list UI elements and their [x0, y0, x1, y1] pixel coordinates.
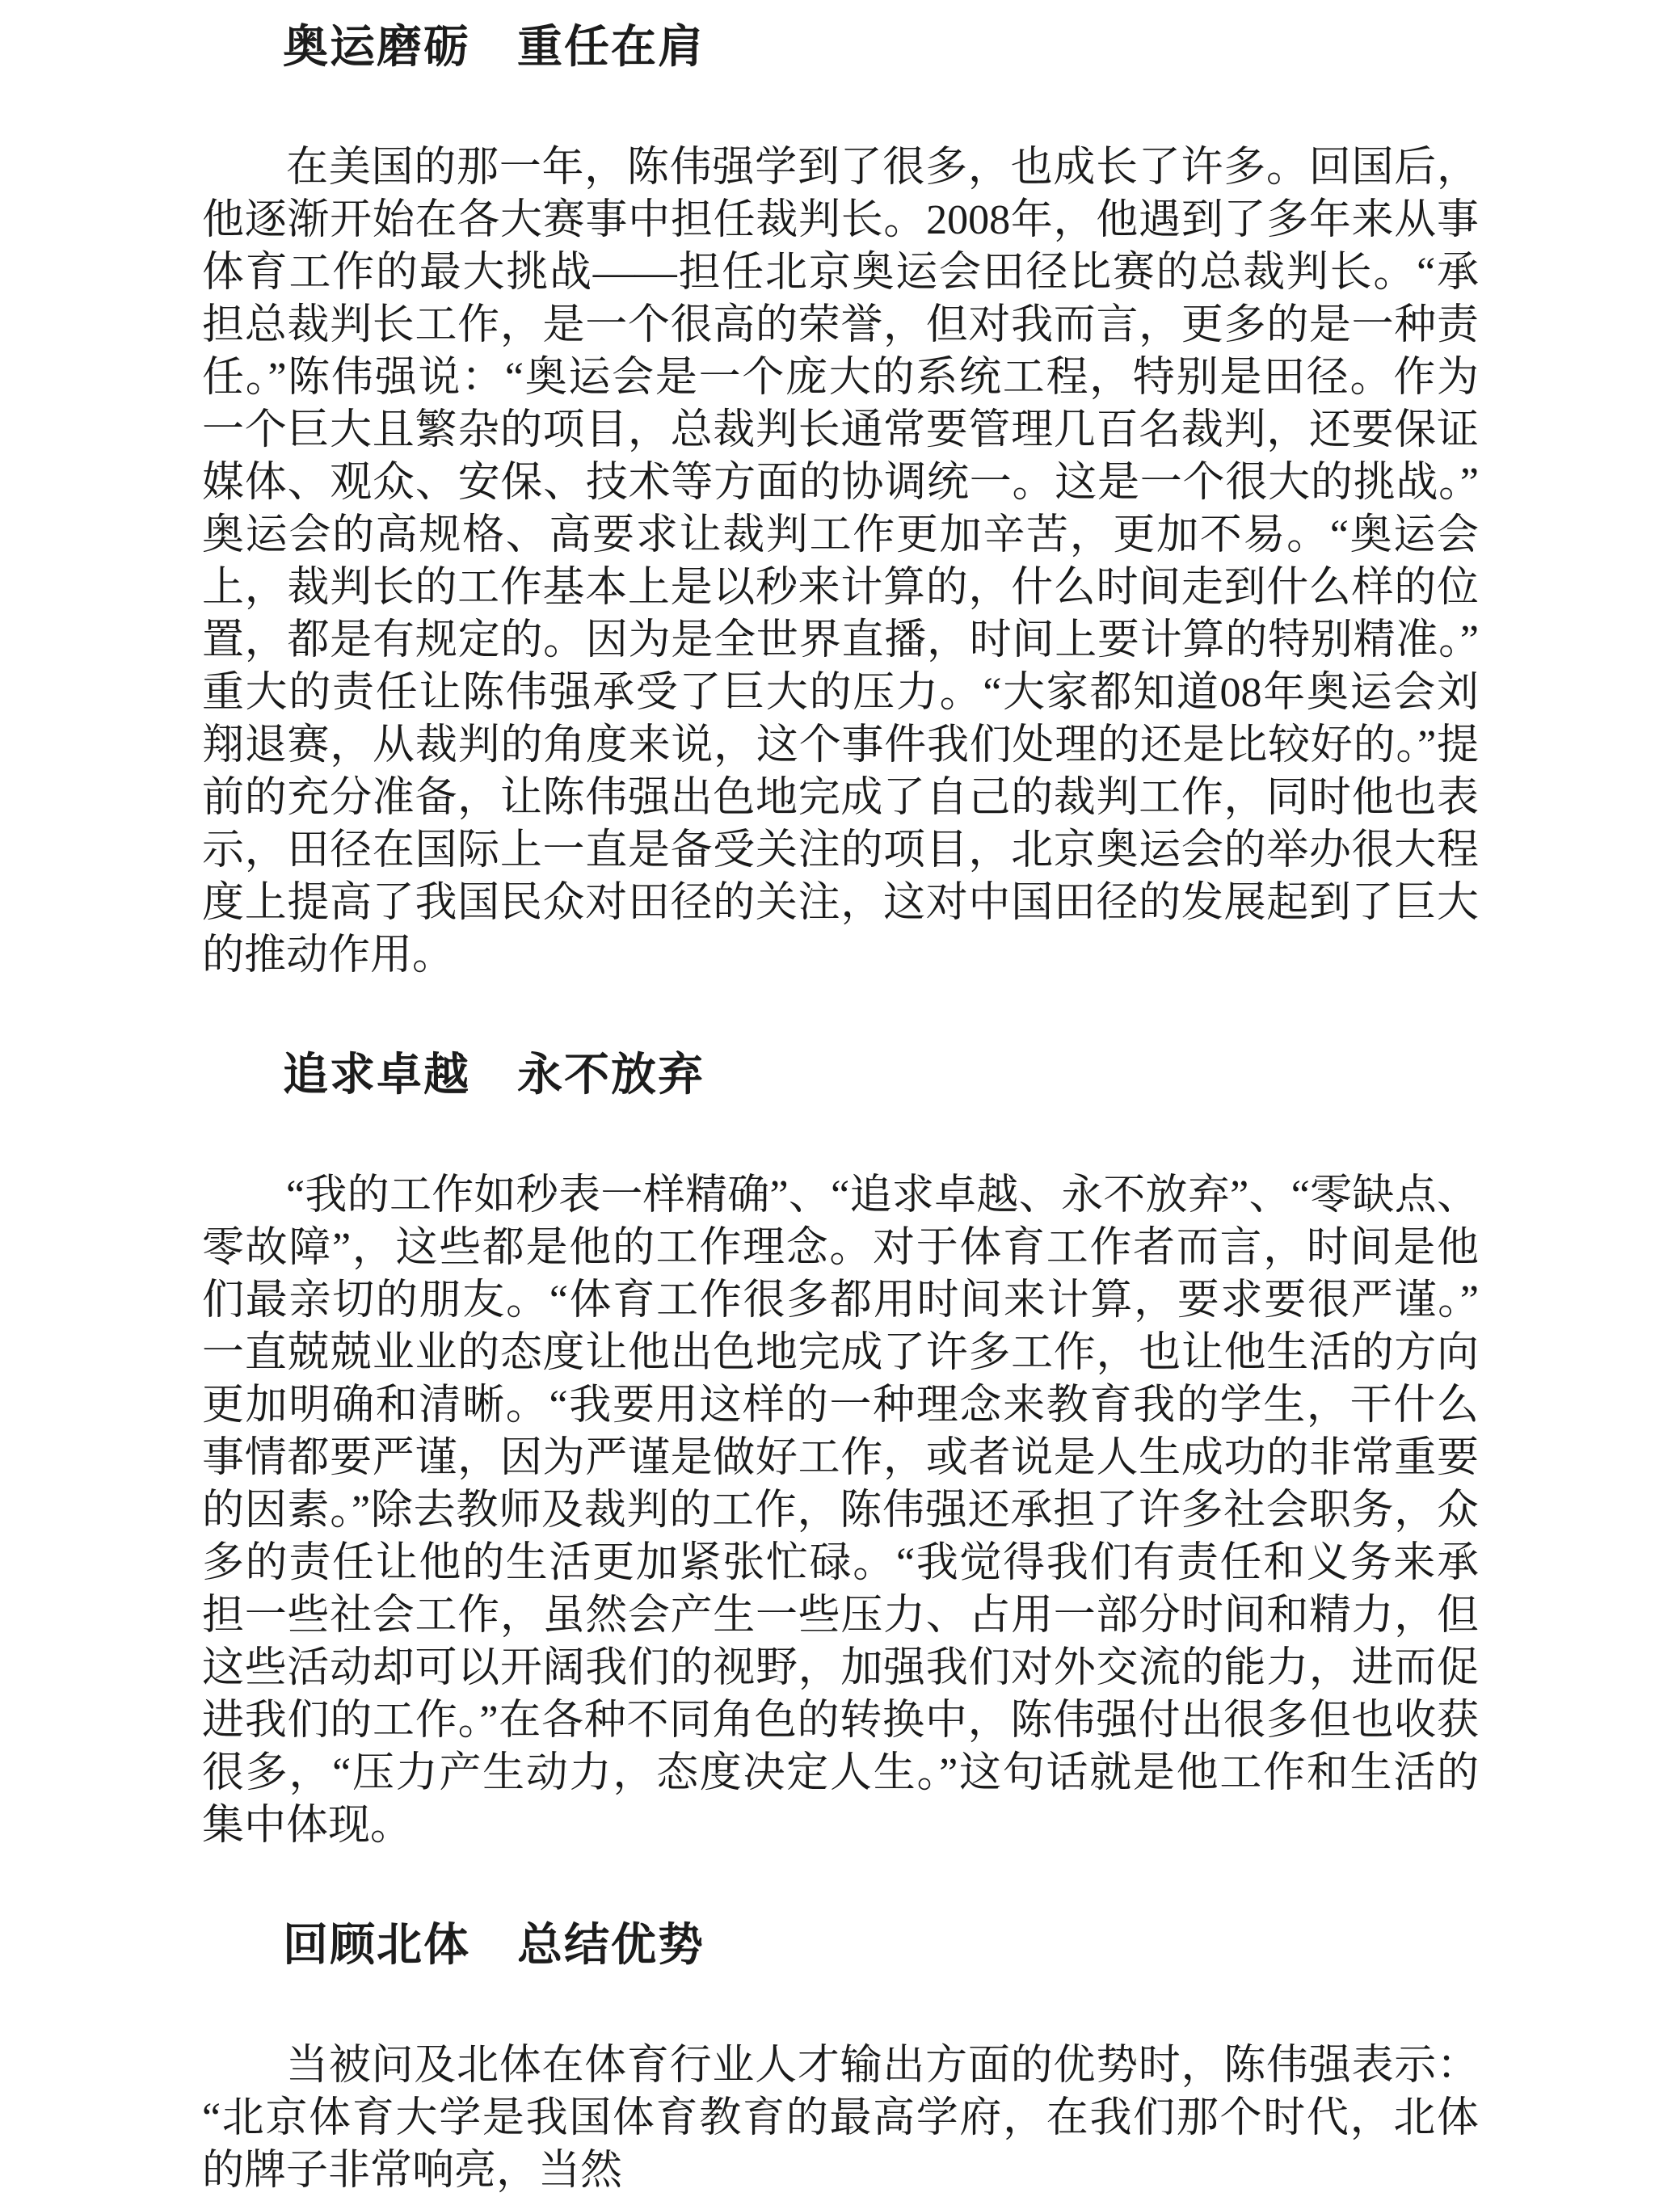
section-heading-review: 回顾北体 总结优势	[283, 1919, 705, 1970]
section-heading-olympic: 奥运磨砺 重任在肩	[283, 21, 705, 72]
text-column	[202, 0, 1479, 2197]
section-olympic-experience	[202, 23, 1479, 982]
paragraph-olympic: 在美国的那一年，陈伟强学到了很多，也成长了许多。回国后，他逐渐开始在各大赛事中担任裁判长。2008年，他遇到了多年来从事体育工作的最大挑战——担任北京奥运会田径比赛的总裁判长。“承担总裁判长工作，是一个很高的荣誉，但对我而言，更多的是一种责任。”陈伟强说：“奥运会是一个庞大的系统工程，特别是田径。作为一个巨大且繁杂的项目，总裁判长通常要管理几百名裁判，还要保证媒体、观众、安保、技术等方面的协调统一。这是一个很大的挑战。”奥运会的高规格、高要求让裁判工作更加辛苦，更加不易。“奥运会上，裁判长的工作基本上是以秒来计算的，什么时间走到什么样的位置，都是有规定的。因为是全世界直播，时间上要计算的特别精准。”重大的责任让陈伟强承受了巨大的压力。“大家都知道08年奥运会刘翔退赛，从裁判的角度来说，这个事件我们处理的还是比较好的。”提前的充分准备，让陈伟强出色地完成了自己的裁判工作，同时他也表示，田径在国际上一直是备受关注的项目，北京奥运会的举办很大程度上提高了我国民众对田径的关注，这对中国田径的发展起到了巨大的推动作用。	[202, 145, 1479, 979]
paragraph-excellence: “我的工作如秒表一样精确”、“追求卓越、永不放弃”、“零缺点、零故障”，这些都是他的工作理念。对于体育工作者而言，时间是他们最亲切的朋友。“体育工作很多都用时间来计算，要求要很严谨。”一直兢兢业业的态度让他出色地完成了许多工作，也让他生活的方向更加明确和清晰。“我要用这样的一种理念来教育我的学生，干什么事情都要严谨，因为严谨是做好工作，或者说是人生成功的非常重要的因素。”除去教师及裁判的工作，陈伟强还承担了许多社会职务，众多的责任让他的生活更加紧张忙碌。“我觉得我们有责任和义务来承担一些社会工作，虽然会产生一些压力、占用一部分时间和精力，但这些活动却可以开阔我们的视野，加强我们对外交流的能力，进而促进我们的工作。”在各种不同角色的转换中，陈伟强付出很多但也收获很多，“压力产生动力，态度决定人生。”这句话就是他工作和生活的集中体现。	[202, 1172, 1479, 1849]
section-heading-excellence: 追求卓越 永不放弃	[283, 1049, 705, 1100]
section-review-bsu	[202, 1921, 1479, 2197]
paragraph-review: 当被问及北体在体育行业人才输出方面的优势时，陈伟强表示：“北京体育大学是我国体育教育的最高学府，在我们那个时代，北体的牌子非常响亮，当然	[202, 2043, 1479, 2194]
section-pursue-excellence	[202, 1050, 1479, 1852]
